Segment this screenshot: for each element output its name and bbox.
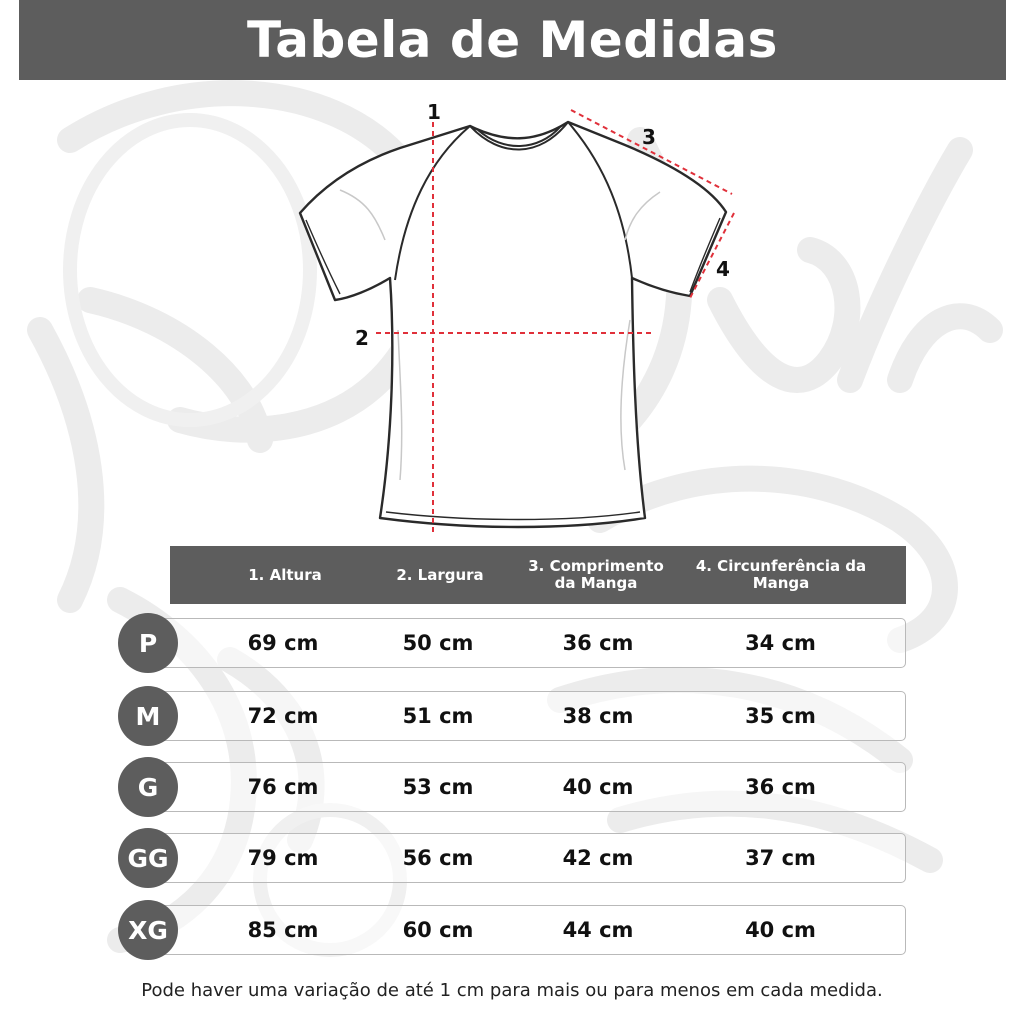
- cell-sleeve-length: 40 cm: [562, 775, 634, 799]
- cell-sleeve-circumference: 34 cm: [745, 631, 816, 655]
- column-header-sleeve-length: 3. Comprimento da Manga: [528, 557, 664, 592]
- cell-width: 56 cm: [402, 846, 474, 870]
- cell-sleeve-length: 36 cm: [562, 631, 634, 655]
- page-title: Tabela de Medidas: [19, 0, 1006, 80]
- size-table-header: [170, 546, 906, 604]
- cell-width: 53 cm: [402, 775, 474, 799]
- cell-sleeve-circumference: 36 cm: [745, 775, 816, 799]
- size-badge: GG: [118, 828, 178, 888]
- measure-label-1: 1: [427, 100, 441, 124]
- tshirt-measurement-diagram: [290, 96, 750, 536]
- cell-sleeve-circumference: 37 cm: [745, 846, 816, 870]
- cell-height: 72 cm: [247, 704, 319, 728]
- footnote: Pode haver uma variação de até 1 cm para mais ou para menos em cada medida.: [141, 980, 883, 1001]
- column-header-sleeve-circumference: 4. Circunferência da Manga: [695, 557, 867, 592]
- cell-sleeve-length: 38 cm: [562, 704, 634, 728]
- column-header-height: 1. Altura: [248, 565, 322, 584]
- size-row-g: [118, 761, 908, 813]
- cell-sleeve-circumference: 35 cm: [745, 704, 816, 728]
- size-row-gg: [118, 832, 908, 884]
- cell-sleeve-circumference: 40 cm: [745, 918, 816, 942]
- size-badge: M: [118, 686, 178, 746]
- cell-height: 79 cm: [247, 846, 319, 870]
- tshirt-icon: [300, 122, 726, 527]
- cell-height: 76 cm: [247, 775, 319, 799]
- cell-sleeve-length: 44 cm: [562, 918, 634, 942]
- size-badge: G: [118, 757, 178, 817]
- size-row-m: [118, 690, 908, 742]
- size-badge: XG: [118, 900, 178, 960]
- cell-sleeve-length: 42 cm: [562, 846, 634, 870]
- measure-label-4: 4: [716, 257, 730, 281]
- size-badge: P: [118, 613, 178, 673]
- cell-height: 85 cm: [247, 918, 319, 942]
- measure-label-2: 2: [355, 326, 369, 350]
- cell-height: 69 cm: [247, 631, 319, 655]
- cell-width: 60 cm: [402, 918, 474, 942]
- cell-width: 51 cm: [402, 704, 474, 728]
- column-header-width: 2. Largura: [396, 565, 484, 584]
- measure-label-3: 3: [642, 125, 656, 149]
- cell-width: 50 cm: [402, 631, 474, 655]
- size-row-xg: [118, 904, 908, 956]
- size-row-p: [118, 617, 908, 669]
